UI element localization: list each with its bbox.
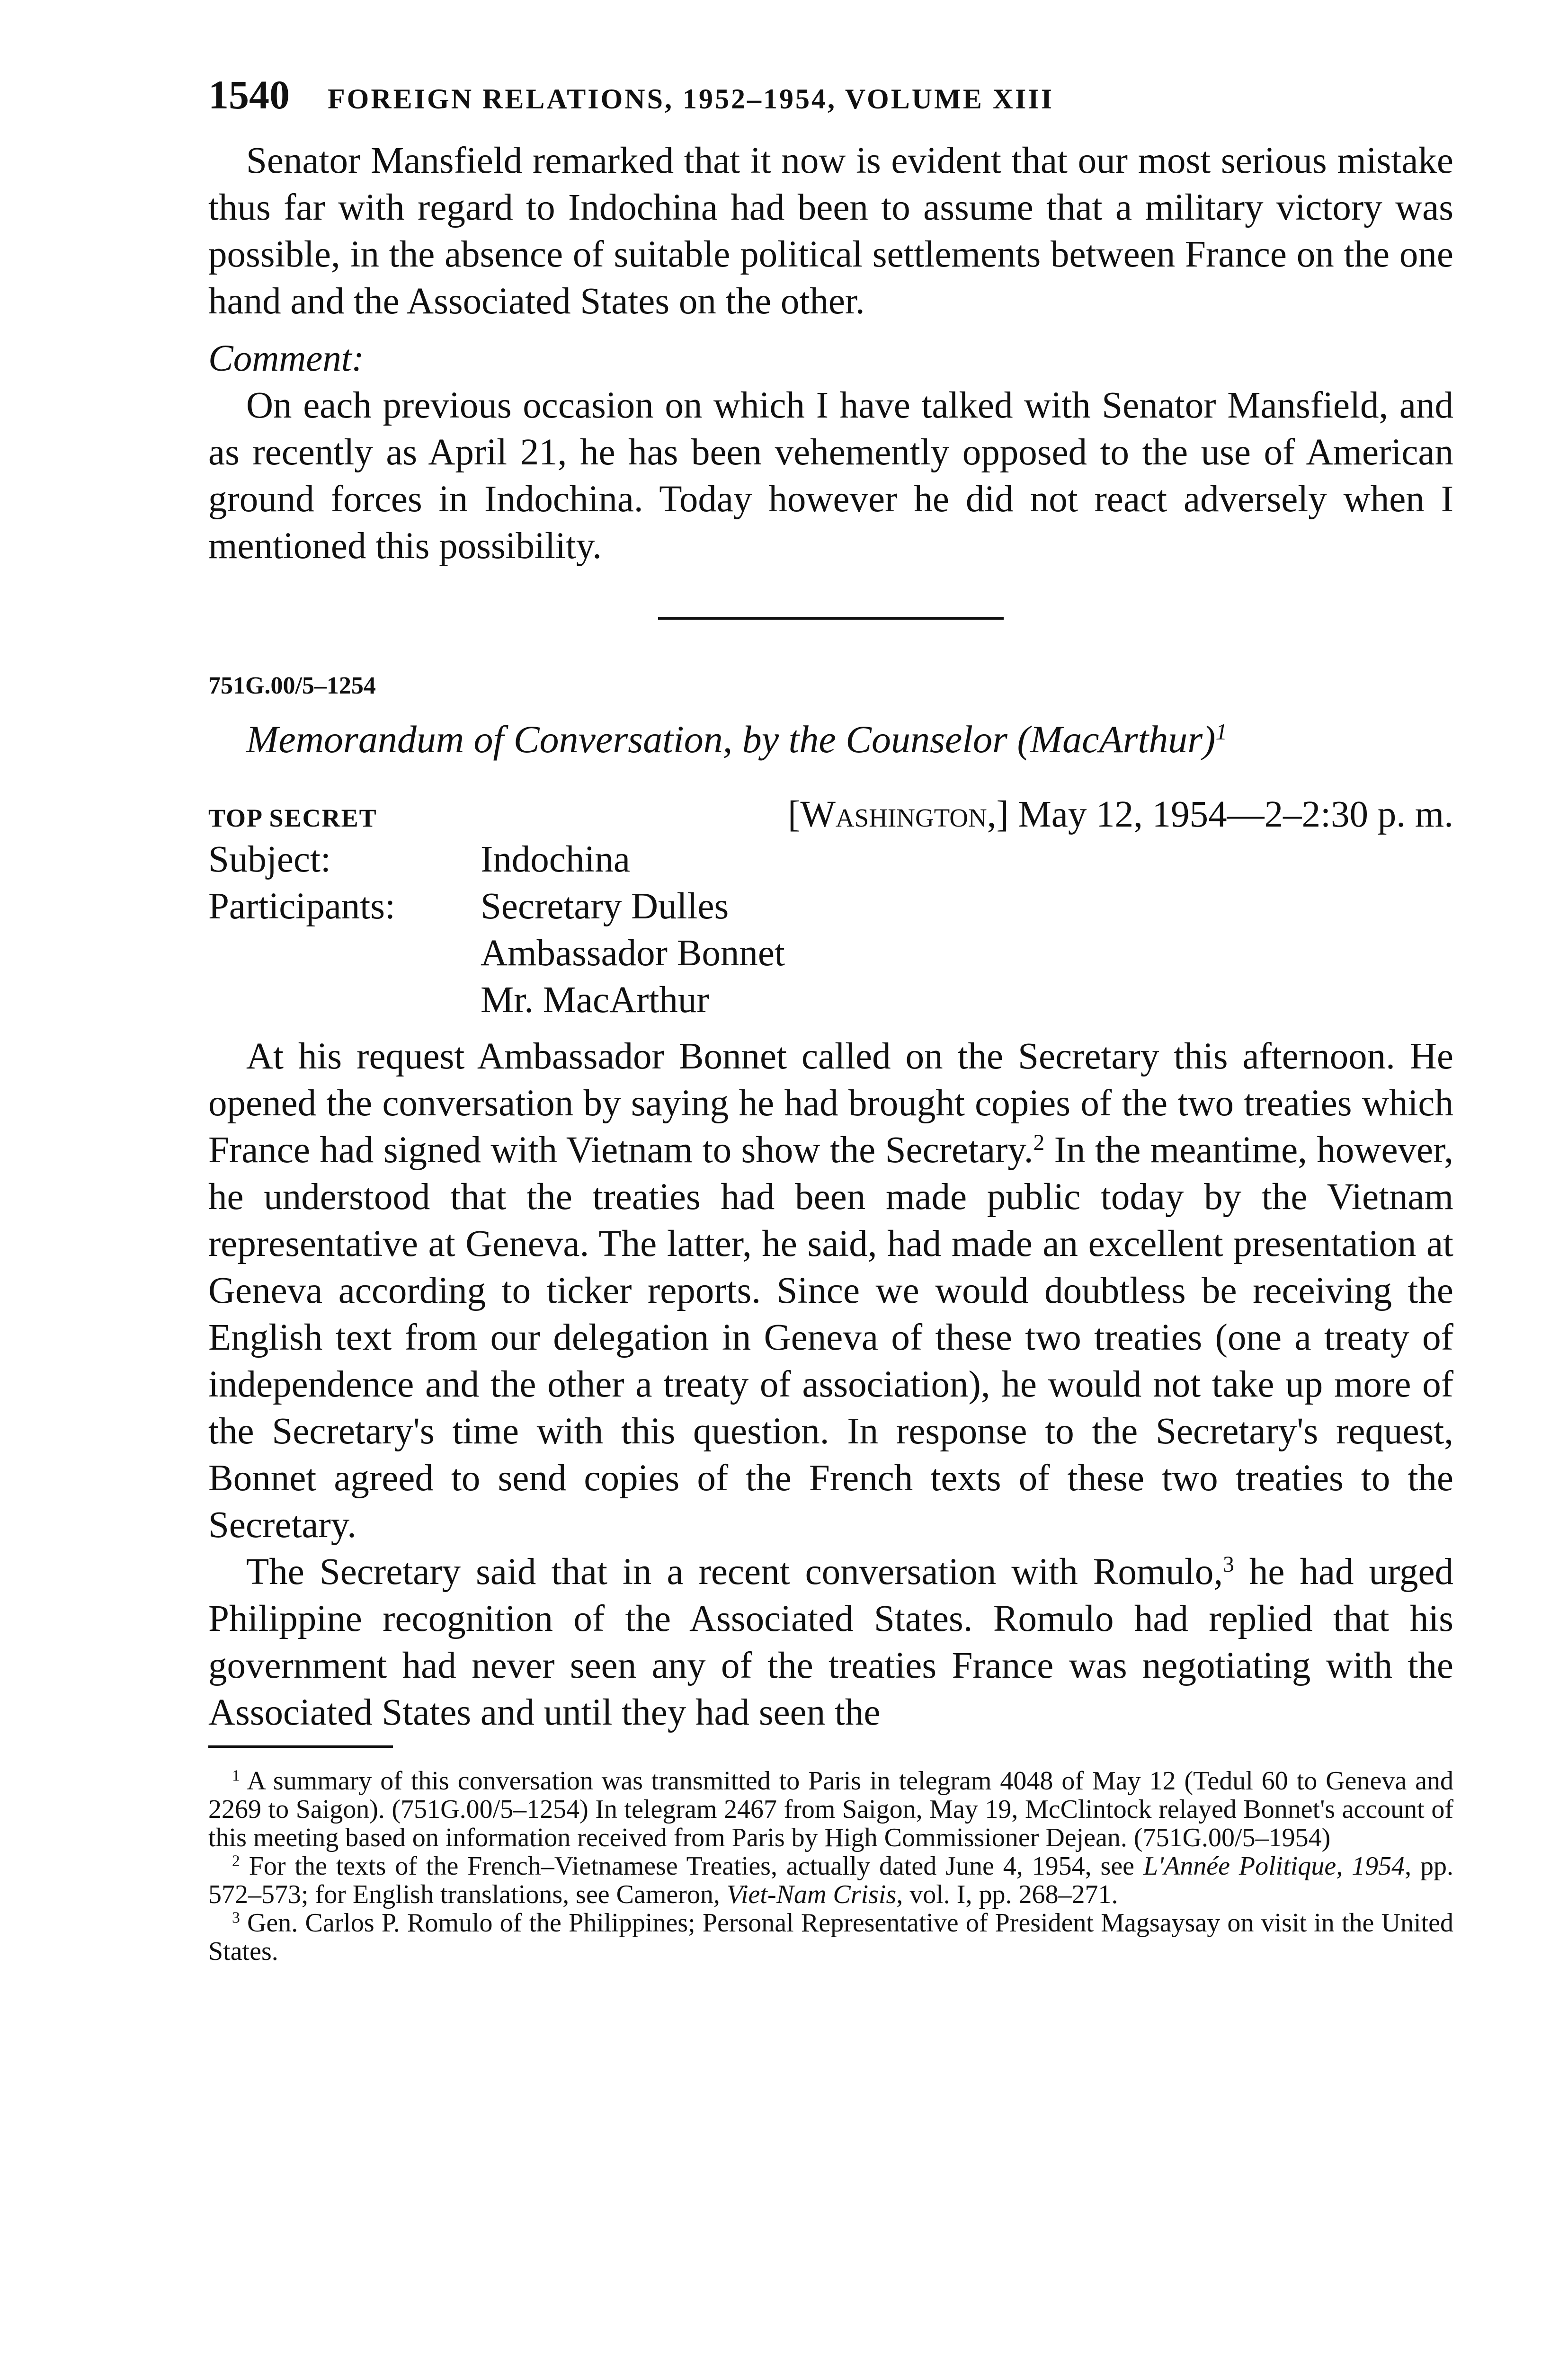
footnote-text: , vol. I, pp. 268–271.	[896, 1880, 1118, 1909]
subject-label: Subject:	[208, 839, 331, 880]
participants-row	[208, 883, 1453, 1023]
paragraph-romulo	[208, 1548, 1453, 1736]
classification-row	[208, 793, 1453, 836]
section-separator	[658, 617, 1004, 620]
footnote-text: , pp. 572–573; for English translations, see Cameron,	[208, 1851, 1453, 1909]
paragraph-bonnet-visit	[208, 1033, 1453, 1548]
page-number: 1540	[208, 72, 290, 117]
page-header	[208, 71, 1453, 137]
paragraph-text: he had urged Philippine recognition of the Associated States. Romulo had replied that his government had never seen any of the treaties France was negotiating with the Associated States and until they had seen the	[208, 1551, 1454, 1733]
participants-label: Participants:	[208, 886, 395, 927]
footnote-2	[208, 1852, 1453, 1909]
dateline-place: [Washington,]	[788, 794, 1009, 835]
participant: Mr. MacArthur	[481, 979, 709, 1021]
footnote-rule	[208, 1745, 393, 1748]
participant: Ambassador Bonnet	[481, 933, 785, 974]
subject-row	[208, 836, 1453, 883]
footnote-marker-2: 2	[1033, 1130, 1045, 1155]
dateline	[788, 793, 1453, 836]
document-page	[208, 71, 1453, 1966]
participant: Secretary Dulles	[481, 886, 729, 927]
document-title-text: Memorandum of Conversation, by the Counselor (MacArthur)	[246, 718, 1216, 761]
file-reference: 751G.00/5–1254	[208, 672, 376, 699]
footnote-1	[208, 1767, 1453, 1852]
footnote-marker-3: 3	[1223, 1552, 1234, 1577]
subject-value: Indochina	[481, 839, 630, 880]
paragraph-text: In the meantime, however, he understood that the treaties had been made public today by the Vietnam representative at Geneva. The latter, he said, had made an excellent presentation at Geneva according to ticker reports. Since we would doubtless be receiving the English text from our delegation in Geneva of these two treaties (one a treaty of independence and the other a treaty of association), he would not take up more of the Secretary's time with this question. In response to the Secretary's request, Bonnet agreed to send copies of the French texts of these two treaties to the Secretary.	[208, 1130, 1453, 1546]
footnote-text: For the texts of the French–Vietnamese Treaties, actually dated June 4, 1954, see	[240, 1851, 1143, 1881]
footnote-citation: L'Année Politique, 1954	[1143, 1851, 1405, 1881]
footnote-number: 1	[232, 1767, 240, 1785]
paragraph-mansfield-remark: Senator Mansfield remarked that it now is evident that our most serious mistake thus far with regard to Indochina had been to assume that a military victory was possible, in the absence of suitable political settlements between France on the one hand and the Associated States on the other.	[208, 140, 1453, 322]
footnote-citation: Viet-Nam Crisis	[726, 1880, 897, 1909]
paragraph-text: The Secretary said that in a recent conversation with Romulo,	[246, 1551, 1223, 1593]
paragraph-comment: On each previous occasion on which I have talked with Senator Mansfield, and as recently as April 21, he has been vehemently opposed to the use of American ground forces in Indochina. Today however he did not react adversely when I mentioned this possibility.	[208, 385, 1453, 567]
footnote-number: 3	[232, 1909, 240, 1927]
participants-list	[481, 883, 785, 1023]
paragraph-text: At his request Ambassador Bonnet called on the Secretary this afternoon. He opened the conversation by saying he had brought copies of the two treaties which France had signed with Vietnam to show the Secretary.	[208, 1036, 1453, 1171]
document-title	[208, 716, 1453, 763]
running-head: FOREIGN RELATIONS, 1952–1954, VOLUME XIII	[328, 83, 1054, 115]
comment-label: Comment:	[208, 338, 365, 379]
footnotes	[208, 1767, 1453, 1966]
classification: TOP SECRET	[208, 804, 377, 832]
footnote-number: 2	[232, 1852, 240, 1870]
dateline-date: May 12, 1954—2–2:30 p. m.	[1018, 794, 1453, 835]
footnote-marker-1: 1	[1215, 718, 1228, 745]
footnote-3	[208, 1909, 1453, 1966]
footnote-text: Gen. Carlos P. Romulo of the Philippines; Personal Representative of President Magsaysay on visit in the United States.	[208, 1908, 1453, 1966]
footnote-text: A summary of this conversation was transmitted to Paris in telegram 4048 of May 12 (Tedul 60 to Geneva and 2269 to Saigon). (751G.00/5–1254) In telegram 2467 from Saigon, May 19, McClintock relayed Bonnet's account of this meeting based on information received from Paris by High Commissioner Dejean. (751G.00/5–1954)	[208, 1766, 1453, 1852]
